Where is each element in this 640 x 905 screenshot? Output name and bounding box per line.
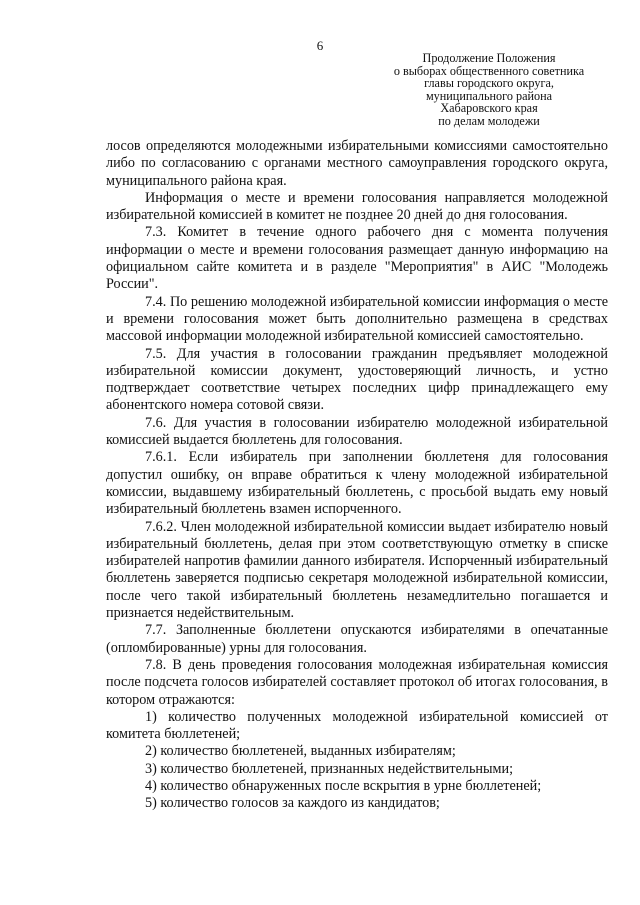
header-line: главы городского округа, bbox=[424, 76, 554, 91]
document-header bbox=[380, 52, 598, 128]
paragraph: Информация о месте и времени голосования направляется молодежной избирательной комиссией в комитет не позднее 20 дней до дня голосования. bbox=[106, 189, 608, 224]
document-body bbox=[106, 138, 608, 813]
header-line: по делам молодежи bbox=[438, 113, 540, 128]
list-item: 5) количество голосов за каждого из кандидатов; bbox=[145, 795, 440, 812]
paragraph: 7.8. В день проведения голосования молодежная избирательная комиссия после подсчета голосов избирателей составляет протокол об итогах голосования, в котором отражаются: bbox=[106, 656, 608, 708]
list-item: 3) количество бюллетеней, признанных недействительными; bbox=[145, 760, 514, 777]
header-line: Хабаровского края bbox=[440, 101, 538, 116]
paragraph: 7.6.1. Если избиратель при заполнении бюллетеня для голосования допустил ошибку, он вправе обратиться к члену молодежной избирательной комиссии, выдавшему избирательный бюллетень, с просьбой выдать ему новый избирательный бюллетень взамен испорченного. bbox=[106, 449, 608, 518]
list-item: 1) количество полученных молодежной избирательной комиссией от комитета бюллетеней; bbox=[106, 708, 608, 743]
header-line: о выборах общественного советника bbox=[393, 63, 585, 78]
page-number: 6 bbox=[316, 38, 324, 53]
paragraph: 7.4. По решению молодежной избирательной комиссии информация о месте и времени голосования может быть дополнительно размещена в средствах массовой информации молодежной избирательной комиссией самостоятельно. bbox=[106, 293, 608, 345]
paragraph: 7.7. Заполненные бюллетени опускаются избирателями в опечатанные (опломбированные) урны для голосования. bbox=[106, 622, 608, 656]
paragraph: 7.6.2. Член молодежной избирательной комиссии выдает избирателю новый избирательный бюллетень, делая при этом соответствующую отметку в списке избирателей напротив фамилии данного избирателя. Испорченный избирательный бюллетень заверяется подписью секретаря молодежной избирательной комиссии, после чего такой избирательный бюллетень незамедлительно погашается и признается недействительным. bbox=[106, 518, 608, 622]
list-item: 2) количество бюллетеней, выданных избирателям; bbox=[145, 743, 456, 760]
paragraph: 7.3. Комитет в течение одного рабочего дня с момента получения информации о месте и времени голосования размещает данную информацию на официальном сайте комитета и в разделе "Мероприятия" в АИС "Молодежь России". bbox=[106, 224, 608, 293]
header-line: Продолжение Положения bbox=[422, 51, 556, 65]
paragraph: 7.5. Для участия в голосовании гражданин предъявляет молодежной избирательной комиссии документ, удостоверяющий личность, и устно подтверждает соответствие четырех последних цифр принадлежащего ему абонентского номера сотовой связи. bbox=[106, 345, 608, 414]
header-line: муниципального района bbox=[425, 88, 553, 103]
paragraph: лосов определяются молодежными избирательными комиссиями самостоятельно либо по согласованию с органами местного самоуправления городского округа, муниципального района края. bbox=[106, 138, 608, 189]
paragraph: 7.6. Для участия в голосовании избирателю молодежной избирательной комиссией выдается бюллетень для голосования. bbox=[106, 414, 608, 449]
list-item: 4) количество обнаруженных после вскрытия в урне бюллетеней; bbox=[145, 777, 542, 794]
